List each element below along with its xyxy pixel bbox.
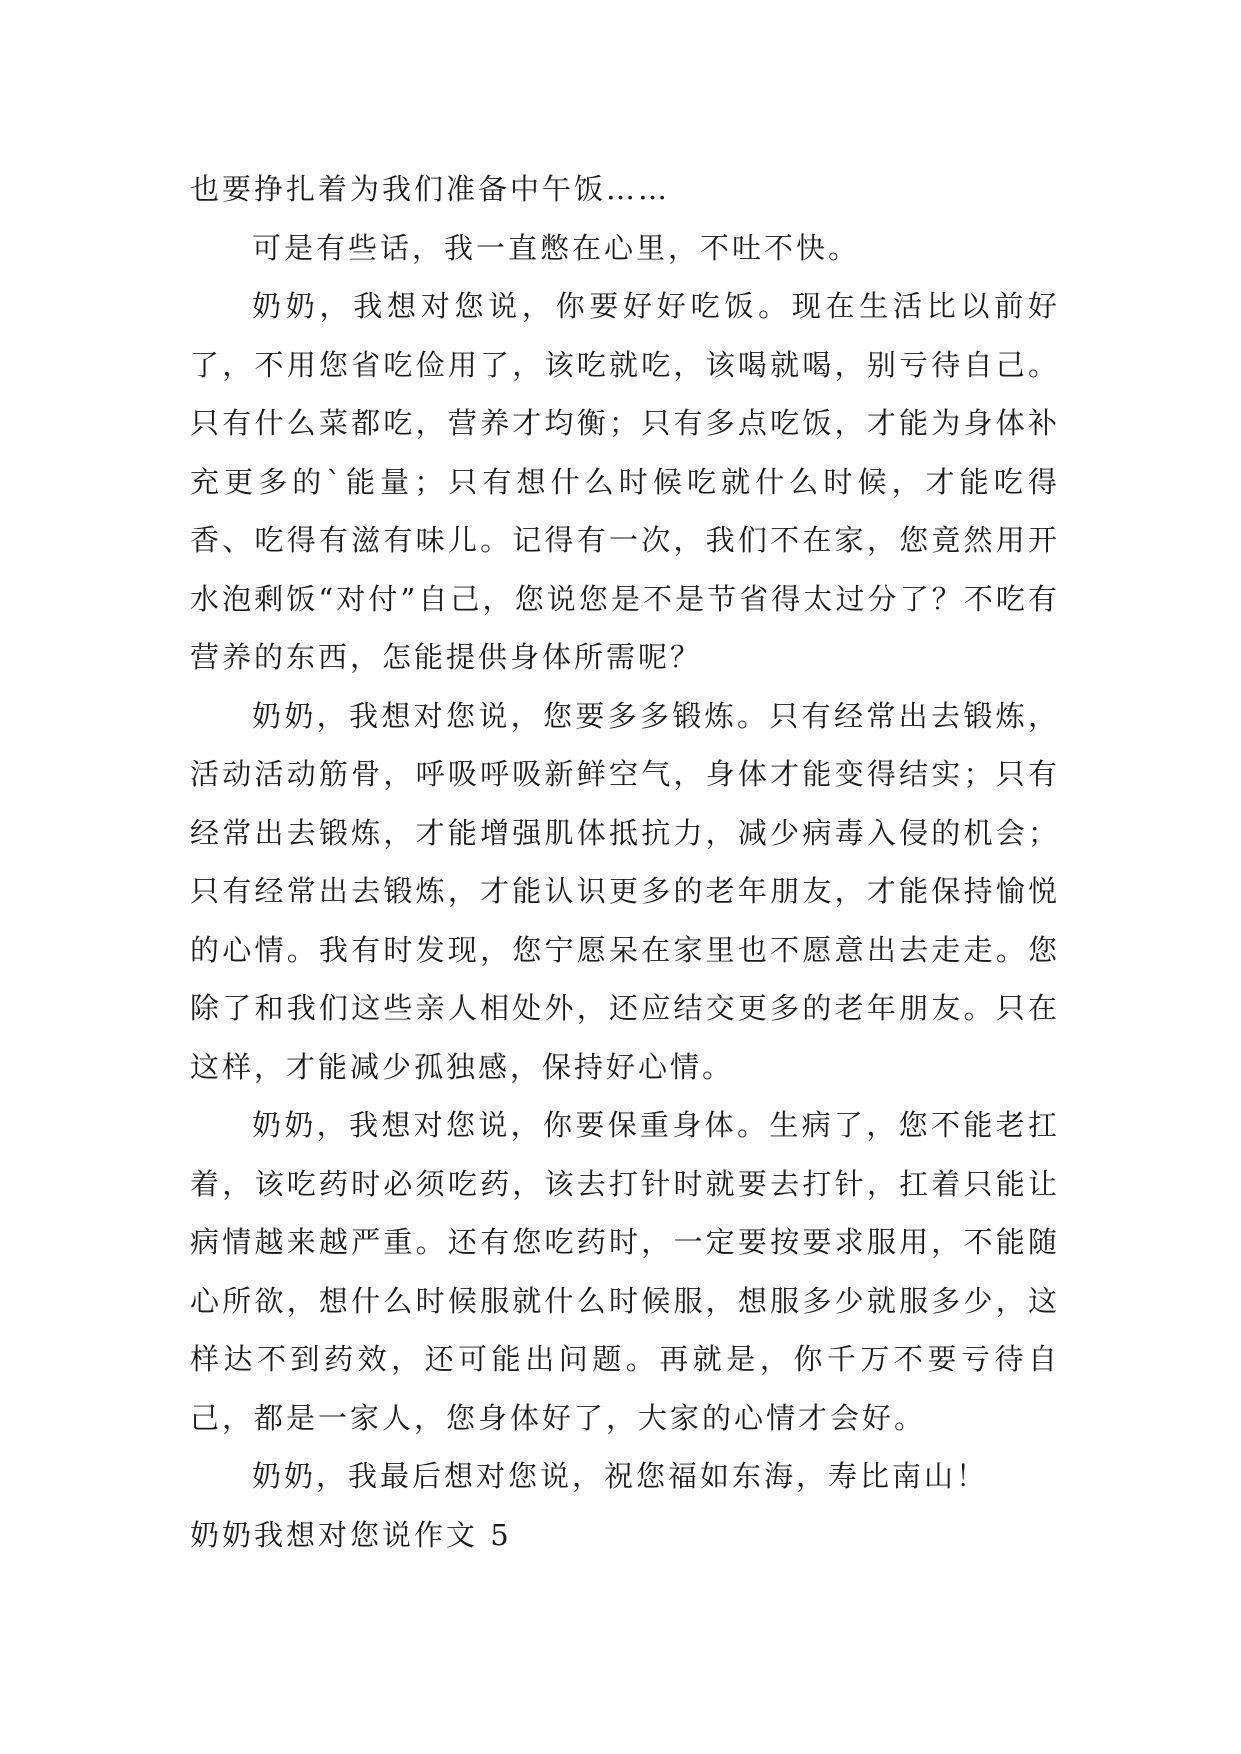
paragraph: 可是有些话，我一直憋在心里，不吐不快。 bbox=[252, 230, 861, 265]
paragraph-continuation: 也要挣扎着为我们准备中午饭…… bbox=[190, 172, 671, 206]
paragraph: 奶奶，我最后想对您说，祝您福如东海，寿比南山！ bbox=[252, 1459, 989, 1493]
document-body bbox=[190, 160, 1060, 1564]
paragraph: 奶奶，我想对您说，你要保重身体。生病了，您不能老扛着，该吃药时必须吃药，该去打针时就要去打针，扛着只能让病情越来越严重。还有您吃药时，一定要按要求服用，不能随心所欲，想什么时候服就什么时候服，想服多少就服多少，这样达不到药效，还可能出问题。再就是，你千万不要亏待自己，都是一家人，您身体好了，大家的心情才会好。 bbox=[190, 1108, 1060, 1435]
section-title: 奶奶我想对您说作文 5 bbox=[190, 1517, 512, 1552]
paragraph: 奶奶，我想对您说，你要好好吃饭。现在生活比以前好了，不用您省吃俭用了，该吃就吃，该喝就喝，别亏待自己。只有什么菜都吃，营养才均衡；只有多点吃饭，才能为身体补充更多的`能量；只有想什么时候吃就什么时候，才能吃得香、吃得有滋有味儿。记得有一次，我们不在家，您竟然用开水泡剩饭“对付”自己，您说您是不是节省得太过分了？不吃有营养的东西，怎能提供身体所需呢？ bbox=[190, 289, 1060, 674]
paragraph: 奶奶，我想对您说，您要多多锻炼。只有经常出去锻炼，活动活动筋骨，呼吸呼吸新鲜空气，身体才能变得结实；只有经常出去锻炼，才能增强肌体抵抗力，减少病毒入侵的机会；只有经常出去锻炼，才能认识更多的老年朋友，才能保持愉悦的心情。我有时发现，您宁愿呆在家里也不愿意出去走走。您除了和我们这些亲人相处外，还应结交更多的老年朋友。只在这样，才能减少孤独感，保持好心情。 bbox=[190, 698, 1060, 1084]
